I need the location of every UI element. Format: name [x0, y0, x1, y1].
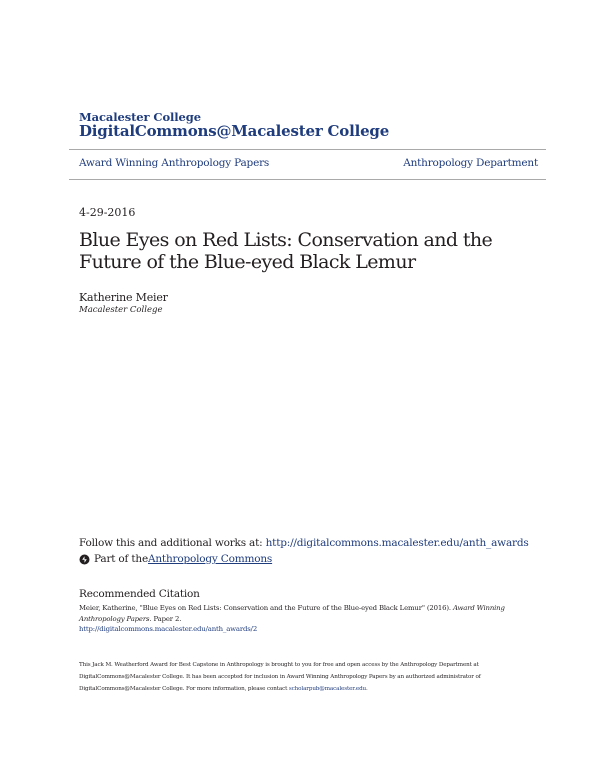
citation-paper: . Paper 2.: [149, 614, 182, 623]
recommended-citation: [79, 603, 539, 635]
publication-date: 4-29-2016: [79, 206, 136, 219]
header-divider-bottom: [69, 179, 546, 180]
follow-line: [79, 537, 529, 549]
citation-journal: Award Winning Anthropology Papers: [79, 604, 505, 623]
access-notice: [79, 659, 541, 695]
paper-title: Blue Eyes on Red Lists: Conservation and the Future of the Blue-eyed Black Lemur: [79, 229, 493, 273]
anthropology-commons-link[interactable]: Anthropology Commons: [147, 553, 273, 565]
repository-name[interactable]: DigitalCommons@Macalester College: [79, 122, 390, 140]
creative-commons-icon: [79, 554, 90, 565]
follow-url-link[interactable]: http://digitalcommons.macalester.edu/anth_awards: [265, 537, 529, 549]
part-of-line: [79, 553, 272, 565]
part-of-label: Part of the: [94, 553, 148, 565]
citation-text: Meier, Katherine, "Blue Eyes on Red Lists: Conservation and the Future of the Blue-eyed Black Lemur" (2016).: [79, 604, 453, 612]
contact-email-link[interactable]: scholarpub@macalester.edu: [288, 686, 367, 692]
institution-name[interactable]: Macalester College: [79, 110, 201, 124]
header-divider-top: [69, 149, 546, 150]
notice-text: This Jack M. Weatherford Award for Best Capstone in Anthropology is brought to you for free and open access by the Anthropology Department at DigitalCommons@Macalester College. It has been accepted for inclusion in Award Winning Anthropology Papers by an authorized administrator of DigitalCommons@Macalester College. For more information, please contact: [79, 662, 481, 692]
follow-label: Follow this and additional works at:: [79, 537, 266, 549]
notice-end: .: [366, 686, 368, 692]
department-link[interactable]: Anthropology Department: [403, 157, 538, 169]
author-name: Katherine Meier: [79, 291, 168, 304]
author-affiliation: Macalester College: [79, 305, 163, 315]
series-link[interactable]: Award Winning Anthropology Papers: [79, 157, 270, 169]
citation-url-link[interactable]: http://digitalcommons.macalester.edu/anth_awards/2: [79, 625, 258, 633]
recommended-citation-heading: Recommended Citation: [79, 588, 200, 600]
